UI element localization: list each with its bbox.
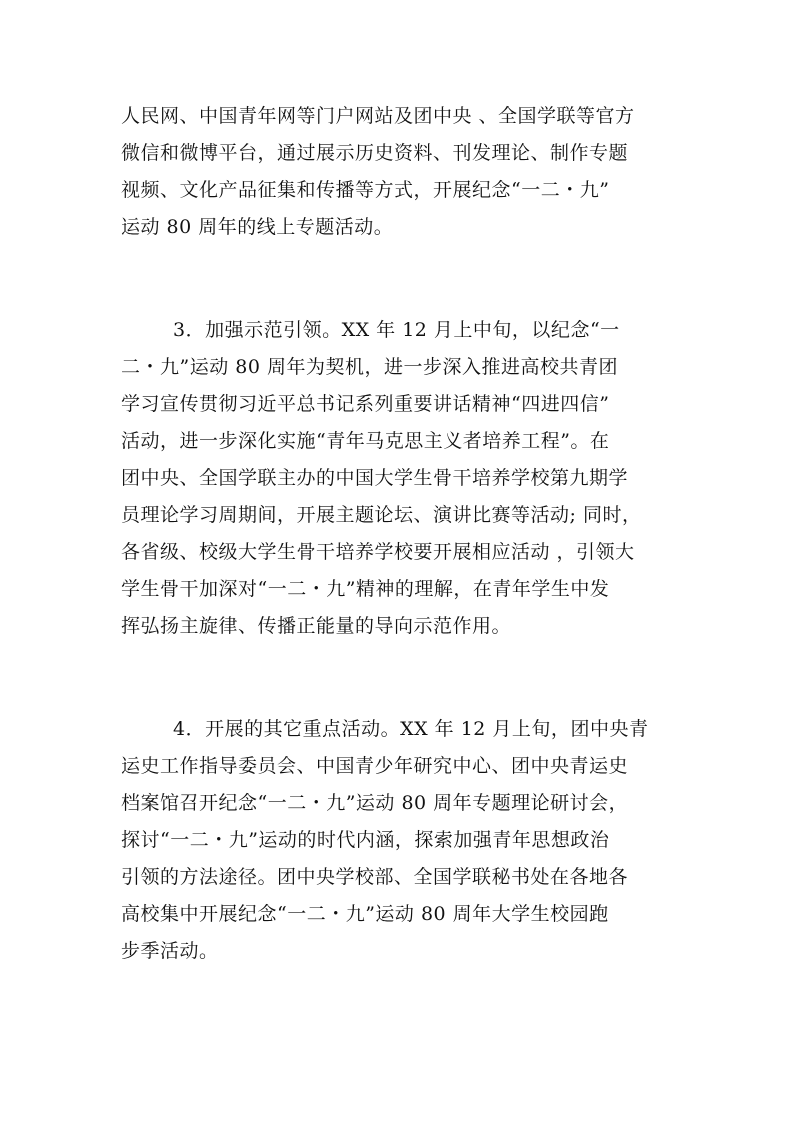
text-line: 档案馆召开纪念“一二・九”运动 80 周年专题理论研讨会，	[121, 792, 629, 814]
text-line: 引领的方法途径。团中央学校部、全国学联秘书处在各地各	[121, 866, 629, 888]
section-heading-line: 4．开展的其它重点活动。XX 年 12 月上旬，团中央青	[173, 718, 649, 740]
text-line: 挥弘扬主旋律、传播正能量的导向示范作用。	[121, 615, 512, 637]
text-line: 学生骨干加深对“一二・九”精神的理解，在青年学生中发	[121, 578, 610, 600]
paragraph-section-3	[121, 312, 681, 645]
section-heading-line: 3．加强示范引领。XX 年 12 月上中旬，以纪念“一	[173, 319, 620, 341]
text-line: 运史工作指导委员会、中国青少年研究中心、团中央青运史	[121, 755, 629, 777]
paragraph-section-4	[121, 711, 681, 970]
text-line: 二・九”运动 80 周年为契机，进一步深入推进高校共青团	[121, 356, 618, 378]
text-line: 活动，进一步深化实施“青年马克思主义者培养工程”。在	[121, 430, 610, 452]
text-line: 探讨“一二・九”运动的时代内涵，探索加强青年思想政治	[121, 829, 610, 851]
paragraph-online-activities	[121, 98, 681, 246]
text-line: 高校集中开展纪念“一二・九”运动 80 周年大学生校园跑	[121, 903, 609, 925]
text-line: 各省级、校级大学生骨干培养学校要开展相应活动 ，引领大	[121, 541, 635, 563]
text-line: 微信和微博平台，通过展示历史资料、刊发理论、制作专题	[121, 142, 629, 164]
text-line: 员理论学习周期间，开展主题论坛、演讲比赛等活动; 同时，	[121, 504, 642, 526]
text-line: 运动 80 周年的线上专题活动。	[121, 216, 394, 238]
text-line: 团中央、全国学联主办的中国大学生骨干培养学校第九期学	[121, 467, 629, 489]
text-line: 视频、文化产品征集和传播等方式，开展纪念“一二・九”	[121, 179, 610, 201]
text-line: 步季活动。	[121, 940, 219, 962]
text-line: 学习宣传贯彻习近平总书记系列重要讲话精神“四进四信”	[121, 393, 610, 415]
text-line: 人民网、中国青年网等门户网站及团中央 、全国学联等官方	[121, 105, 635, 127]
